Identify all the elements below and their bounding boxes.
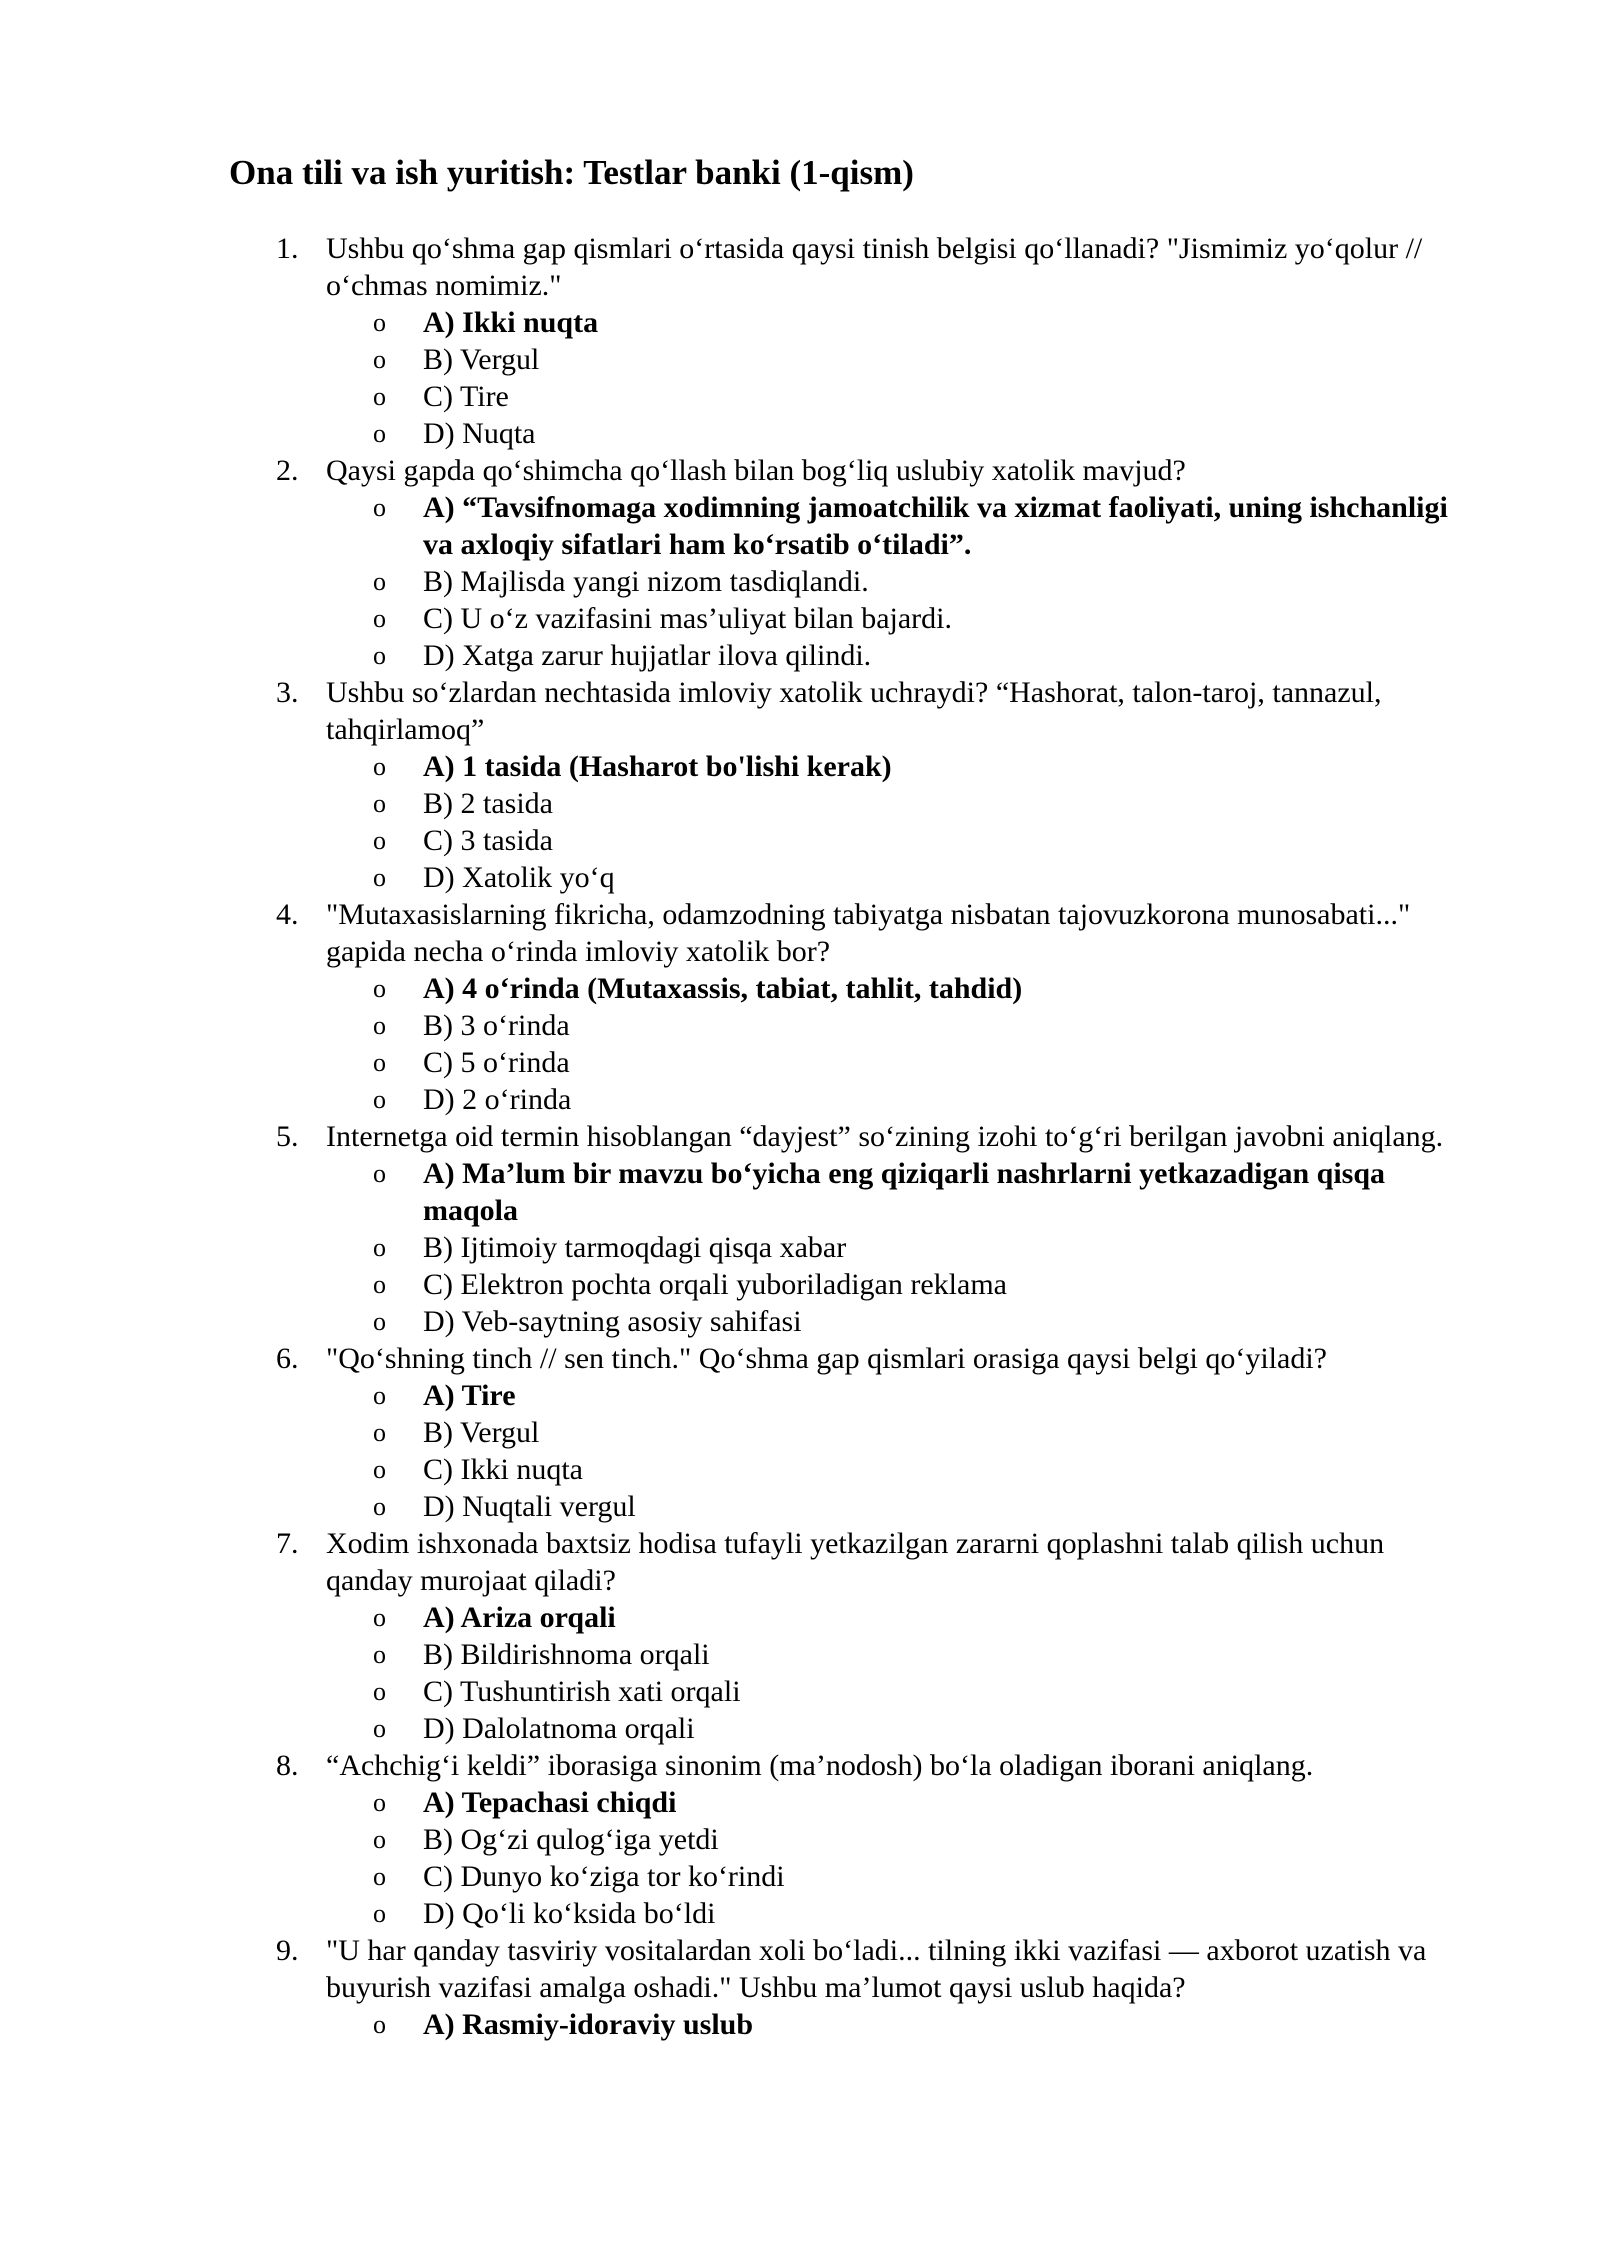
answer-option [0, 415, 1600, 452]
answer-option-text: C) Tushuntirish xati orqali [423, 1675, 741, 1708]
bullet-icon: o [373, 604, 386, 633]
bullet-icon: o [373, 1418, 386, 1447]
answer-option-text: B) Bildirishnoma orqali [423, 1638, 710, 1671]
document-title: Ona tili va ish yuritish: Testlar banki (1-qism) [229, 153, 914, 192]
answer-option [0, 1821, 1600, 1858]
bullet-icon: o [373, 974, 386, 1003]
question-text: "Qo‘shning tinch // sen tinch." Qo‘shma gap qismlari orasiga qaysi belgi qo‘yiladi? [326, 1342, 1327, 1375]
answer-options [0, 1599, 1600, 1747]
answer-option-text: B) 3 o‘rinda [423, 1009, 570, 1042]
answer-option-correct [0, 1377, 1600, 1414]
question-item [0, 1340, 1600, 1525]
answer-option-text: C) Tire [423, 380, 509, 413]
answer-option-text: A) Ikki nuqta [423, 306, 599, 339]
answer-option [0, 378, 1600, 415]
bullet-icon: o [373, 752, 386, 781]
question-item [0, 674, 1600, 896]
answer-option [0, 1044, 1600, 1081]
bullet-icon: o [373, 641, 386, 670]
question-text: Qaysi gapda qo‘shimcha qo‘llash bilan bog‘liq uslubiy xatolik mavjud? [326, 454, 1186, 487]
bullet-icon: o [373, 1159, 386, 1188]
question-list [0, 230, 1600, 2043]
question-text: Ushbu qo‘shma gap qismlari o‘rtasida qaysi tinish belgisi qo‘llanadi? "Jismimiz yo‘qolur // o‘chmas nomimiz." [326, 232, 1423, 302]
answer-options [0, 1155, 1600, 1340]
answer-option-text: A) Ariza orqali [423, 1601, 616, 1634]
question-number: 7. [276, 1527, 299, 1560]
answer-options [0, 748, 1600, 896]
answer-option [0, 1266, 1600, 1303]
question-item [0, 230, 1600, 452]
answer-option-text: C) Dunyo ko‘ziga tor ko‘rindi [423, 1860, 785, 1893]
bullet-icon: o [373, 826, 386, 855]
answer-options [0, 2006, 1600, 2043]
answer-option-text: B) Vergul [423, 1416, 540, 1449]
answer-option-text: D) Nuqtali vergul [423, 1490, 636, 1523]
answer-option-text: D) Dalolatnoma orqali [423, 1712, 695, 1745]
question-text: Ushbu so‘zlardan nechtasida imloviy xatolik uchraydi? “Hashorat, talon-taroj, tannazul, tahqirlamoq” [326, 676, 1382, 746]
answer-option [0, 1673, 1600, 1710]
question-item [0, 1525, 1600, 1747]
answer-option-text: D) 2 o‘rinda [423, 1083, 572, 1116]
bullet-icon: o [373, 1048, 386, 1077]
answer-option-text: A) 1 tasida (Hasharot bo'lishi kerak) [423, 750, 892, 783]
bullet-icon: o [373, 1677, 386, 1706]
bullet-icon: o [373, 1492, 386, 1521]
answer-option [0, 822, 1600, 859]
answer-option-text: B) Og‘zi qulog‘iga yetdi [423, 1823, 719, 1856]
answer-option [0, 1229, 1600, 1266]
question-number: 9. [276, 1934, 299, 1967]
answer-option-text: C) Ikki nuqta [423, 1453, 583, 1486]
bullet-icon: o [373, 419, 386, 448]
answer-option [0, 563, 1600, 600]
answer-options [0, 1784, 1600, 1932]
bullet-icon: o [373, 567, 386, 596]
answer-option-correct [0, 1784, 1600, 1821]
answer-option [0, 1636, 1600, 1673]
answer-option [0, 1451, 1600, 1488]
answer-option-correct [0, 1155, 1600, 1229]
answer-option [0, 1710, 1600, 1747]
answer-option [0, 637, 1600, 674]
bullet-icon: o [373, 1455, 386, 1484]
answer-option [0, 785, 1600, 822]
bullet-icon: o [373, 382, 386, 411]
answer-option-correct [0, 489, 1600, 563]
answer-option-text: A) Tire [423, 1379, 516, 1412]
question-text: "U har qanday tasviriy vositalardan xoli bo‘ladi... tilning ikki vazifasi — axborot uzatish va buyurish vazifasi amalga oshadi." Ushbu ma’lumot qaysi uslub haqida? [326, 1934, 1427, 2004]
answer-option-text: A) “Tavsifnomaga xodimning jamoatchilik va xizmat faoliyati, uning ishchanligi va axloqiy sifatlari ham ko‘rsatib o‘tiladi”. [423, 491, 1448, 561]
question-item [0, 1932, 1600, 2043]
answer-option [0, 1488, 1600, 1525]
bullet-icon: o [373, 1788, 386, 1817]
bullet-icon: o [373, 1640, 386, 1669]
answer-option-text: A) 4 o‘rinda (Mutaxassis, tabiat, tahlit, tahdid) [423, 972, 1023, 1005]
bullet-icon: o [373, 308, 386, 337]
answer-option-text: D) Qo‘li ko‘ksida bo‘ldi [423, 1897, 716, 1930]
answer-option [0, 1895, 1600, 1932]
question-item [0, 896, 1600, 1118]
question-text: “Achchig‘i keldi” iborasiga sinonim (ma’nodosh) bo‘la oladigan iborani aniqlang. [326, 1749, 1314, 1782]
answer-options [0, 489, 1600, 674]
answer-options [0, 304, 1600, 452]
answer-option-text: C) 5 o‘rinda [423, 1046, 570, 1079]
answer-option [0, 341, 1600, 378]
bullet-icon: o [373, 863, 386, 892]
answer-option [0, 600, 1600, 637]
answer-option-correct [0, 748, 1600, 785]
bullet-icon: o [373, 1381, 386, 1410]
answer-option-correct [0, 1599, 1600, 1636]
bullet-icon: o [373, 1899, 386, 1928]
answer-option-text: D) Xatga zarur hujjatlar ilova qilindi. [423, 639, 872, 672]
question-number: 8. [276, 1749, 299, 1782]
answer-option-text: C) Elektron pochta orqali yuboriladigan reklama [423, 1268, 1007, 1301]
question-item [0, 452, 1600, 674]
bullet-icon: o [373, 493, 386, 522]
answer-options [0, 970, 1600, 1118]
answer-option [0, 859, 1600, 896]
answer-option-correct [0, 970, 1600, 1007]
answer-option [0, 1081, 1600, 1118]
question-text: "Mutaxasislarning fikricha, odamzodning tabiyatga nisbatan tajovuzkorona munosabati..." gapida necha o‘rinda imloviy xatolik bor? [326, 898, 1411, 968]
answer-option-text: D) Xatolik yo‘q [423, 861, 615, 894]
bullet-icon: o [373, 1233, 386, 1262]
answer-option-text: A) Tepachasi chiqdi [423, 1786, 677, 1819]
bullet-icon: o [373, 1011, 386, 1040]
answer-options [0, 1377, 1600, 1525]
bullet-icon: o [373, 1307, 386, 1336]
answer-option-correct [0, 304, 1600, 341]
answer-option-text: A) Rasmiy-idoraviy uslub [423, 2008, 754, 2041]
answer-option-text: C) U o‘z vazifasini mas’uliyat bilan bajardi. [423, 602, 952, 635]
answer-option-text: B) Vergul [423, 343, 540, 376]
question-number: 2. [276, 454, 299, 487]
question-item [0, 1747, 1600, 1932]
answer-option [0, 1414, 1600, 1451]
question-text: Internetga oid termin hisoblangan “dayjest” so‘zining izohi to‘g‘ri berilgan javobni aniqlang. [326, 1120, 1444, 1153]
bullet-icon: o [373, 1825, 386, 1854]
answer-option-correct [0, 2006, 1600, 2043]
answer-option [0, 1007, 1600, 1044]
bullet-icon: o [373, 1270, 386, 1299]
question-number: 5. [276, 1120, 299, 1153]
bullet-icon: o [373, 1714, 386, 1743]
question-number: 4. [276, 898, 299, 931]
question-number: 3. [276, 676, 299, 709]
bullet-icon: o [373, 1085, 386, 1114]
answer-option [0, 1303, 1600, 1340]
question-text: Xodim ishxonada baxtsiz hodisa tufayli yetkazilgan zararni qoplashni talab qilish uchun qanday murojaat qiladi? [326, 1527, 1385, 1597]
answer-option-text: B) Ijtimoiy tarmoqdagi qisqa xabar [423, 1231, 847, 1264]
bullet-icon: o [373, 1862, 386, 1891]
question-number: 6. [276, 1342, 299, 1375]
question-item [0, 1118, 1600, 1340]
bullet-icon: o [373, 1603, 386, 1632]
answer-option-text: A) Ma’lum bir mavzu bo‘yicha eng qiziqarli nashrlarni yetkazadigan qisqa maqola [423, 1157, 1386, 1227]
answer-option-text: C) 3 tasida [423, 824, 553, 857]
answer-option-text: B) Majlisda yangi nizom tasdiqlandi. [423, 565, 869, 598]
bullet-icon: o [373, 345, 386, 374]
bullet-icon: o [373, 2010, 386, 2039]
answer-option [0, 1858, 1600, 1895]
answer-option-text: D) Nuqta [423, 417, 536, 450]
bullet-icon: o [373, 789, 386, 818]
answer-option-text: D) Veb-saytning asosiy sahifasi [423, 1305, 802, 1338]
answer-option-text: B) 2 tasida [423, 787, 553, 820]
question-number: 1. [276, 232, 299, 265]
